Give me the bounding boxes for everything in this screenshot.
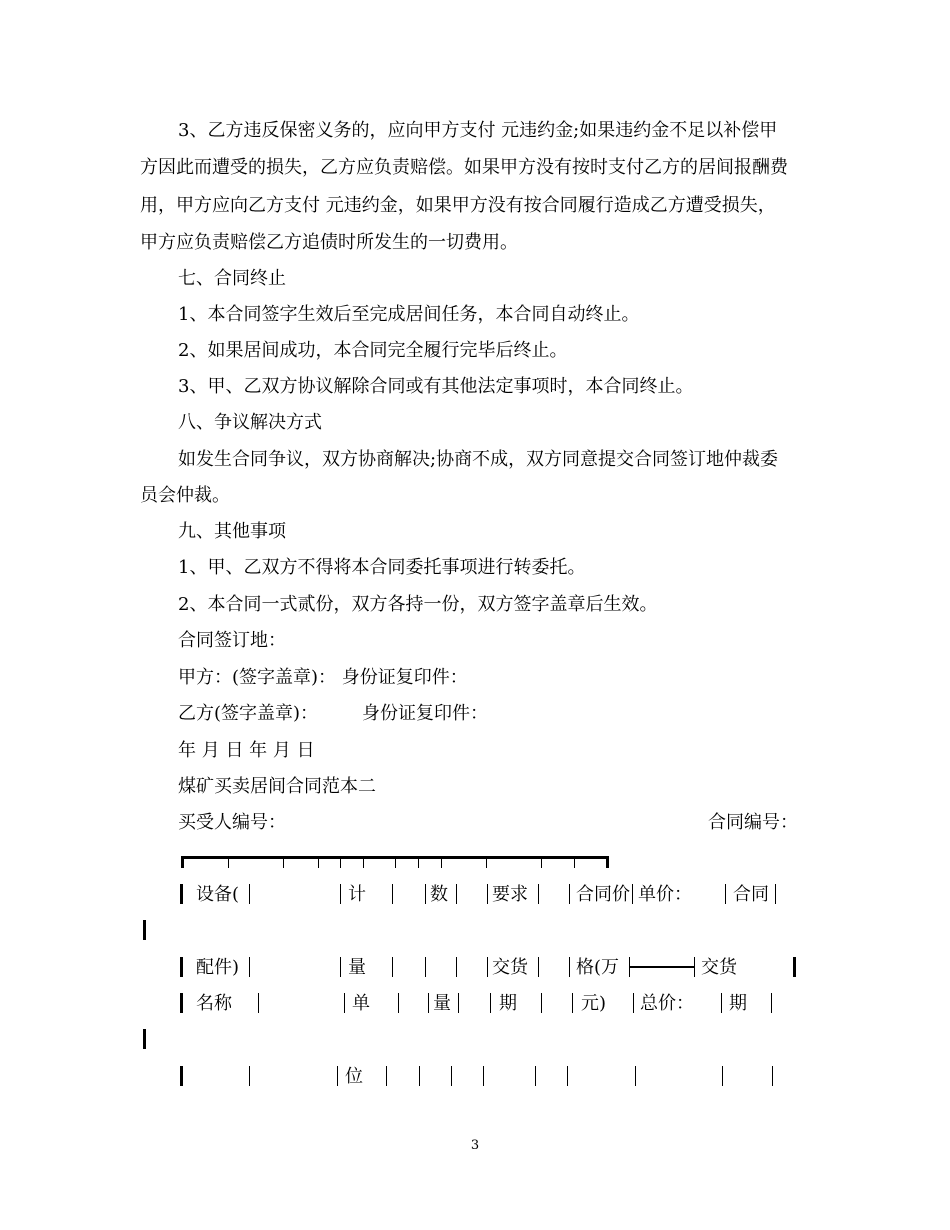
table-tick bbox=[363, 856, 364, 868]
page-number: 3 bbox=[470, 1138, 480, 1153]
cell-border bbox=[483, 1066, 484, 1086]
cell-border bbox=[487, 884, 488, 904]
cell-border bbox=[771, 993, 772, 1013]
cell-border bbox=[541, 993, 542, 1013]
table-tick bbox=[283, 856, 284, 868]
cell-border bbox=[456, 957, 457, 977]
table-cell: 设备( bbox=[196, 884, 240, 905]
buyer-number-label: 买受人编号： bbox=[178, 812, 286, 833]
cell-border bbox=[419, 1066, 420, 1086]
paragraph-line: 用，甲方应向乙方支付 元违约金，如果甲方没有按合同履行造成乙方遭受损失， bbox=[140, 195, 776, 216]
clause: 1、本合同签字生效后至完成居间任务，本合同自动终止。 bbox=[178, 304, 640, 325]
table-tick bbox=[228, 856, 229, 868]
table-cell: 合同 bbox=[733, 884, 769, 905]
table-cell: 期 bbox=[729, 993, 747, 1014]
cell-border bbox=[569, 884, 570, 904]
cell-border bbox=[425, 957, 426, 977]
cell-border bbox=[535, 1066, 536, 1086]
cell-border bbox=[490, 993, 491, 1013]
cell-border bbox=[451, 1066, 452, 1086]
table-cell: 期 bbox=[499, 993, 517, 1014]
cell-border bbox=[722, 1066, 723, 1086]
table-cell: 配件) bbox=[196, 957, 240, 978]
date-line: 年 月 日 年 月 日 bbox=[178, 740, 315, 761]
cell-border bbox=[425, 884, 426, 904]
table-tick bbox=[441, 856, 442, 868]
table-cell: 单 bbox=[352, 993, 370, 1014]
table-tick bbox=[318, 856, 319, 868]
clause: 3、甲、乙双方协议解除合同或有其他法定事项时，本合同终止。 bbox=[178, 376, 694, 397]
document-title: 煤矿买卖居间合同范本二 bbox=[178, 776, 376, 797]
clause: 2、如果居间成功，本合同完全履行完毕后终止。 bbox=[178, 340, 568, 361]
paragraph-line: 如发生合同争议，双方协商解决;协商不成，双方同意提交合同签订地仲裁委 bbox=[178, 449, 779, 470]
cell-border bbox=[572, 993, 573, 1013]
paragraph-line: 甲方应负责赔偿乙方追债时所发生的一切费用。 bbox=[140, 232, 518, 253]
section-heading: 七、合同终止 bbox=[178, 268, 286, 289]
table-cell: 交货 bbox=[701, 957, 737, 978]
cell-border bbox=[538, 957, 539, 977]
table-cell: 要求 bbox=[492, 884, 528, 905]
table-tick bbox=[606, 856, 609, 868]
party-b-signature: 乙方(签字盖章)： bbox=[178, 703, 319, 724]
table-cell: 总价： bbox=[640, 993, 694, 1014]
cell-border bbox=[340, 957, 341, 977]
table-cell: 单价： bbox=[638, 884, 692, 905]
table-cell: 量 bbox=[433, 993, 451, 1014]
cell-border bbox=[249, 957, 250, 977]
table-cell: 交货 bbox=[492, 957, 528, 978]
party-b-id-copy: 身份证复印件： bbox=[362, 703, 488, 724]
cell-border bbox=[458, 993, 459, 1013]
table-tick bbox=[541, 856, 542, 868]
cell-border bbox=[721, 993, 722, 1013]
cell-border bbox=[340, 884, 341, 904]
cell-border bbox=[398, 993, 399, 1013]
cell-border bbox=[428, 993, 429, 1013]
cell-border bbox=[772, 1066, 773, 1086]
cell-border bbox=[793, 957, 796, 977]
cell-border bbox=[569, 957, 570, 977]
cell-border bbox=[143, 1029, 146, 1049]
cell-rule bbox=[630, 966, 694, 968]
paragraph-line: 员会仲裁。 bbox=[140, 485, 230, 506]
cell-border bbox=[180, 957, 183, 977]
cell-border bbox=[487, 957, 488, 977]
cell-border bbox=[344, 993, 345, 1013]
cell-border bbox=[258, 993, 259, 1013]
table-tick bbox=[574, 856, 575, 868]
section-heading: 八、争议解决方式 bbox=[178, 412, 322, 433]
table-cell: 数 bbox=[430, 884, 448, 905]
clause: 1、甲、乙双方不得将本合同委托事项进行转委托。 bbox=[178, 557, 586, 578]
cell-border bbox=[538, 884, 539, 904]
cell-border bbox=[775, 884, 776, 904]
party-a-signature: 甲方：(签字盖章)： 身份证复印件： bbox=[178, 667, 468, 688]
table-cell: 位 bbox=[345, 1066, 363, 1087]
cell-border bbox=[249, 884, 250, 904]
cell-border bbox=[567, 1066, 568, 1086]
table-tick bbox=[486, 856, 487, 868]
cell-border bbox=[249, 1066, 250, 1086]
cell-border bbox=[180, 993, 183, 1013]
cell-border bbox=[632, 884, 633, 904]
table-tick bbox=[395, 856, 396, 868]
cell-border bbox=[456, 884, 457, 904]
cell-border bbox=[635, 1066, 636, 1086]
cell-border bbox=[337, 1066, 338, 1086]
contract-number-label: 合同编号： bbox=[708, 812, 798, 833]
table-tick bbox=[418, 856, 419, 868]
cell-border bbox=[143, 920, 146, 940]
clause: 2、本合同一式贰份，双方各持一份，双方签字盖章后生效。 bbox=[178, 594, 658, 615]
sign-place-label: 合同签订地： bbox=[178, 630, 286, 651]
cell-border bbox=[180, 884, 183, 904]
cell-border bbox=[633, 993, 634, 1013]
table-cell: 合同价 bbox=[576, 884, 630, 905]
cell-border bbox=[392, 957, 393, 977]
cell-border bbox=[694, 957, 695, 977]
paragraph-line: 3、乙方违反保密义务的，应向甲方支付 元违约金;如果违约金不足以补偿甲 bbox=[178, 120, 778, 141]
cell-border bbox=[725, 884, 726, 904]
table-cell: 格(万 bbox=[576, 957, 620, 978]
table-cell: 计 bbox=[348, 884, 366, 905]
section-heading: 九、其他事项 bbox=[178, 521, 286, 542]
table-cell: 元) bbox=[581, 993, 607, 1014]
paragraph-line: 方因此而遭受的损失，乙方应负责赔偿。如果甲方没有按时支付乙方的居间报酬费 bbox=[140, 157, 788, 178]
table-cell: 名称 bbox=[196, 993, 232, 1014]
cell-border bbox=[386, 1066, 387, 1086]
table-tick bbox=[340, 856, 341, 868]
cell-border bbox=[392, 884, 393, 904]
cell-border bbox=[180, 1066, 183, 1086]
table-cell: 量 bbox=[348, 957, 366, 978]
table-tick bbox=[181, 856, 184, 868]
